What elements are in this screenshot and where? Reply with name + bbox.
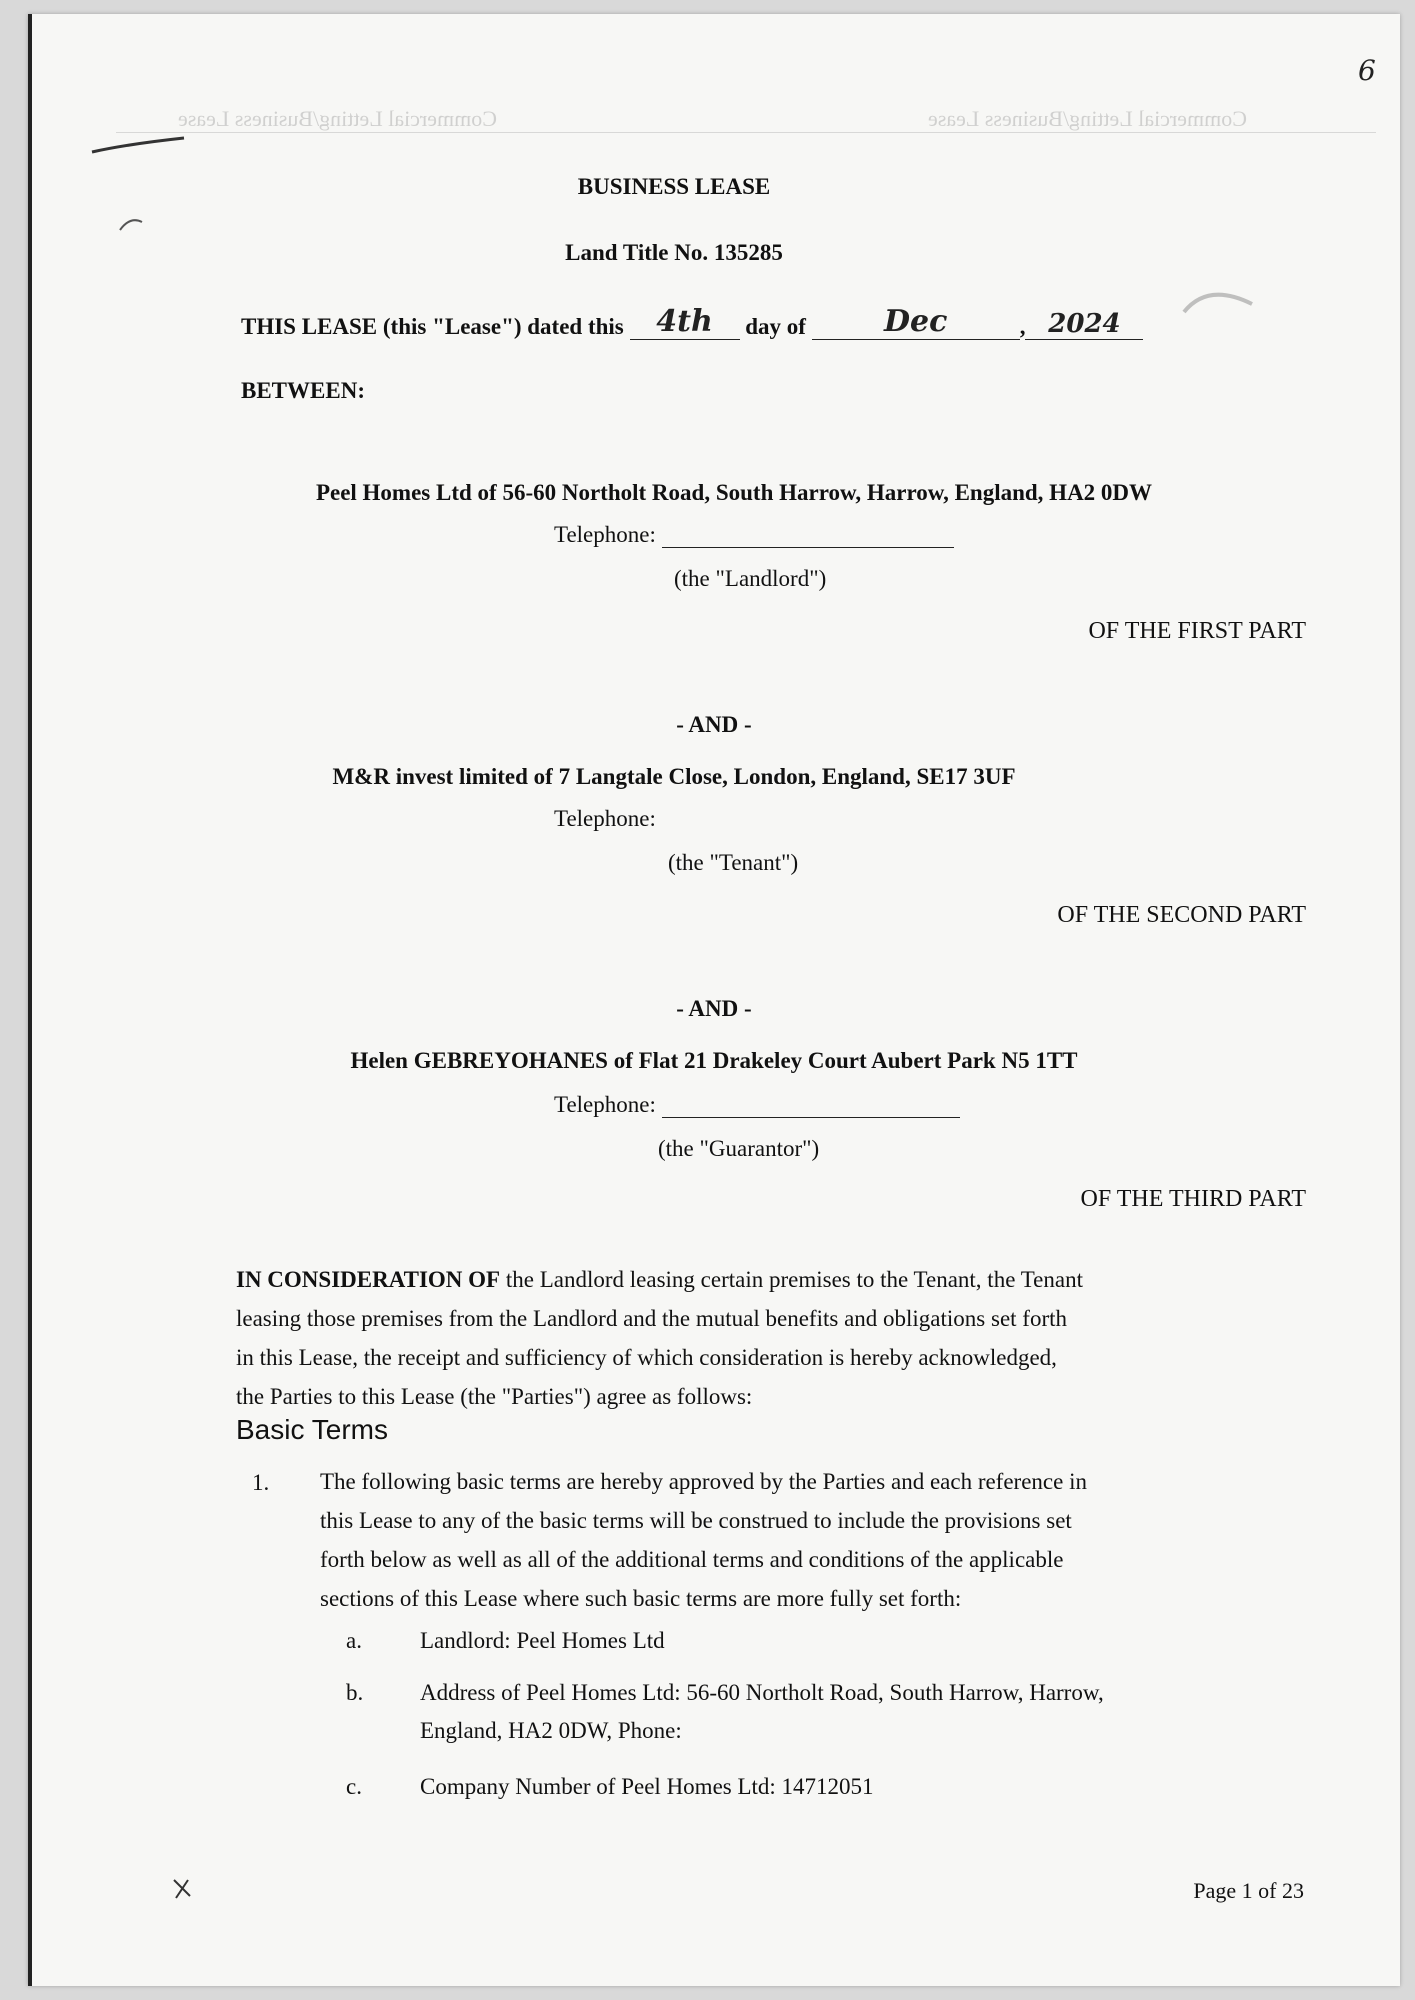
consideration-line-3: in this Lease, the receipt and sufficiency of which consideration is hereby acknowledged, <box>236 1345 1057 1370</box>
ghost-header-right: Commercial Letting/Business Lease <box>928 106 1247 131</box>
consideration-paragraph <box>236 1260 1246 1416</box>
landlord-part: OF THE FIRST PART <box>1088 618 1306 644</box>
guarantor-role: (the "Guarantor") <box>658 1136 820 1161</box>
basic-terms-intro-line-1: The following basic terms are hereby approved by the Parties and each reference in <box>320 1469 1087 1494</box>
tenant-part: OF THE SECOND PART <box>1057 902 1306 928</box>
basic-terms-intro-line-4: sections of this Lease where such basic terms are more fully set forth: <box>320 1586 962 1611</box>
landlord-role: (the "Landlord") <box>674 566 827 591</box>
year-field <box>1025 309 1143 340</box>
guarantor-part: OF THE THIRD PART <box>1080 1186 1306 1212</box>
tenant-telephone-label: Telephone: <box>554 806 656 831</box>
consideration-lead: IN CONSIDERATION OF <box>236 1267 501 1292</box>
basic-terms-heading: Basic Terms <box>236 1414 388 1445</box>
term-a-text: Landlord: Peel Homes Ltd <box>420 1628 665 1653</box>
between-label: BETWEEN: <box>241 378 365 403</box>
term-a-label: a. <box>346 1628 362 1653</box>
ghost-header-rule <box>116 132 1376 133</box>
pen-x-mark <box>168 1874 198 1904</box>
basic-terms-intro-line-2: this Lease to any of the basic terms will be construed to include the provisions set <box>320 1508 1072 1533</box>
landlord-telephone-field <box>662 525 954 548</box>
document-title: BUSINESS LEASE <box>577 174 771 199</box>
tenant-role: (the "Tenant") <box>668 850 799 875</box>
tenant-telephone <box>554 806 656 832</box>
dated-middle: day of <box>745 314 806 339</box>
dated-comma: , <box>1019 314 1026 339</box>
ghost-header-left: Commercial Letting/Business Lease <box>178 106 497 131</box>
landlord-telephone-label: Telephone: <box>554 522 656 547</box>
stamp-smudge <box>1178 276 1258 326</box>
term-b-label: b. <box>346 1680 364 1705</box>
day-field <box>630 304 740 340</box>
dated-line <box>241 304 1143 340</box>
tenant-line: M&R invest limited of 7 Langtale Close, London, England, SE17 3UF <box>332 764 1016 789</box>
term-b-text: Address of Peel Homes Ltd: 56-60 Northolt Road, South Harrow, Harrow, <box>420 1680 1104 1705</box>
dated-prefix: THIS LEASE (this "Lease") dated this <box>241 314 624 339</box>
guarantor-telephone <box>554 1092 960 1118</box>
basic-terms-intro-line-3: forth below as well as all of the additional terms and conditions of the applicable <box>320 1547 1064 1572</box>
land-title-number: Land Title No. 135285 <box>565 240 783 265</box>
year-handwritten: 2024 <box>1048 309 1121 339</box>
month-field <box>812 304 1020 340</box>
and-separator-2: - AND - <box>676 996 752 1021</box>
pen-stroke-mark <box>88 124 188 164</box>
guarantor-telephone-field <box>662 1095 960 1118</box>
page-number: Page 1 of 23 <box>1193 1878 1304 1903</box>
consideration-line-4: the Parties to this Lease (the "Parties") agree as follows: <box>236 1384 753 1409</box>
basic-terms-number: 1. <box>252 1470 270 1495</box>
month-handwritten: Dec <box>884 304 948 339</box>
term-b-text-2: England, HA2 0DW, Phone: <box>420 1718 682 1743</box>
and-separator-1: - AND - <box>676 712 752 737</box>
guarantor-telephone-label: Telephone: <box>554 1092 656 1117</box>
basic-terms-intro <box>320 1462 1260 1618</box>
consideration-line-1: the Landlord leasing certain premises to the Tenant, the Tenant <box>500 1267 1083 1292</box>
term-c-label: c. <box>346 1774 362 1799</box>
guarantor-line: Helen GEBREYOHANES of Flat 21 Drakeley Court Aubert Park N5 1TT <box>350 1048 1078 1073</box>
consideration-line-2: leasing those premises from the Landlord and the mutual benefits and obligations set forth <box>236 1306 1067 1331</box>
day-handwritten: 4th <box>656 304 713 339</box>
landlord-telephone <box>554 522 954 548</box>
pen-curl-mark <box>116 210 156 240</box>
document-page <box>28 14 1400 1986</box>
page-mark: 6 <box>1358 54 1376 87</box>
term-c-text: Company Number of Peel Homes Ltd: 14712051 <box>420 1774 874 1799</box>
landlord-line: Peel Homes Ltd of 56-60 Northolt Road, South Harrow, Harrow, England, HA2 0DW <box>315 480 1153 505</box>
